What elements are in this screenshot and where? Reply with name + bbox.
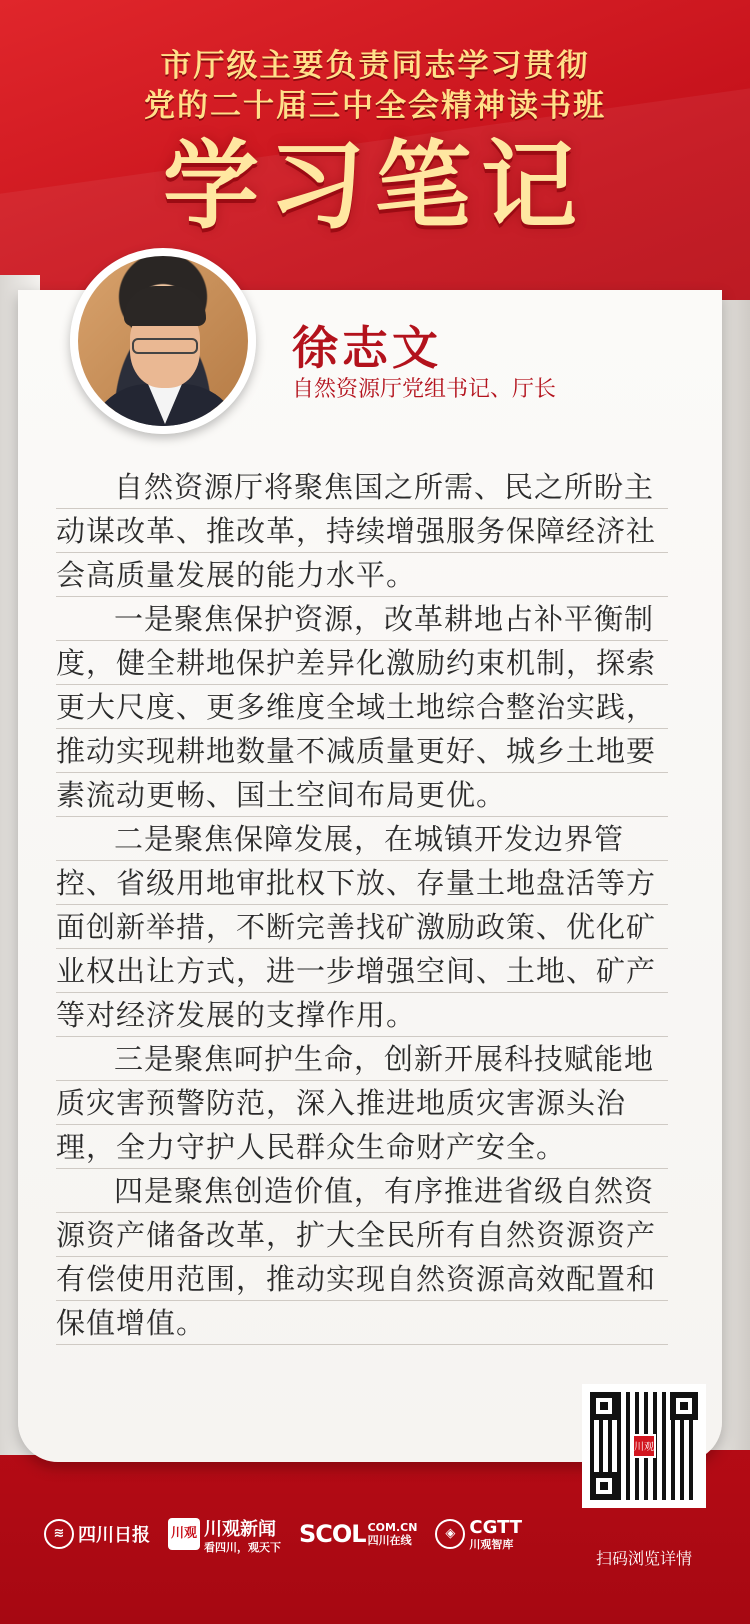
header-subtitle-line-2: 党的二十届三中全会精神读书班 xyxy=(144,88,606,124)
cgtt-name: 川观智库 xyxy=(469,1538,514,1551)
qr-caption: 扫码浏览详情 xyxy=(595,1549,692,1568)
chuanguan-icon: 川观 xyxy=(168,1518,200,1550)
scol-domain: COM.CN xyxy=(367,1521,418,1534)
qr-finder-bottom-left xyxy=(590,1472,618,1500)
avatar-hair xyxy=(124,286,206,326)
footer-logos xyxy=(44,1514,540,1554)
qr-finder-top-right xyxy=(670,1392,698,1420)
chuanguan-slogan: 看四川，观天下 xyxy=(204,1540,281,1554)
article-body xyxy=(56,465,668,1345)
header-subtitle-line-1: 市厅级主要负责同志学习贯彻 xyxy=(160,48,590,84)
logo-chuanguan-news[interactable] xyxy=(168,1515,281,1554)
qr-center-logo: 川观 xyxy=(632,1434,656,1458)
article-paragraph: 二是聚焦保障发展，在城镇开发边界管控、省级用地审批权下放、存量土地盘活等方面创新举措，不断完善找矿激励政策、优化矿业权出让方式，进一步增强空间、土地、矿产等对经济发展的支撑作用。 xyxy=(56,817,668,1037)
cgtt-wordmark: CGTT xyxy=(469,1517,523,1538)
qr-code[interactable] xyxy=(582,1384,706,1508)
author-avatar xyxy=(70,248,256,434)
sichuan-daily-icon: ≋ xyxy=(44,1519,74,1549)
chuanguan-news-label: 川观新闻 xyxy=(204,1518,276,1540)
logo-sichuan-daily[interactable] xyxy=(44,1519,150,1549)
avatar-glasses xyxy=(132,338,198,354)
logo-cgtt[interactable] xyxy=(435,1517,522,1551)
logo-scol[interactable] xyxy=(299,1520,417,1548)
author-name: 徐志文 xyxy=(292,321,442,375)
cgtt-icon: ◈ xyxy=(435,1519,465,1549)
scol-wordmark: SCOL xyxy=(299,1520,366,1548)
qr-finder-top-left xyxy=(590,1392,618,1420)
author-position: 自然资源厅党组书记、厅长 xyxy=(292,377,557,402)
article-paragraph: 自然资源厅将聚焦国之所需、民之所盼主动谋改革、推改革，持续增强服务保障经济社会高质量发展的能力水平。 xyxy=(56,465,668,597)
qr-pattern xyxy=(590,1392,698,1500)
page-title: 学习笔记 xyxy=(163,130,587,242)
article-paragraph: 四是聚焦创造价值，有序推进省级自然资源资产储备改革，扩大全民所有自然资源资产有偿使用范围，推动实现自然资源高效配置和保值增值。 xyxy=(56,1169,668,1345)
header xyxy=(0,46,750,242)
article-paragraph: 一是聚焦保护资源，改革耕地占补平衡制度，健全耕地保护差异化激励约束机制，探索更大尺度、更多维度全域土地综合整治实践，推动实现耕地数量不减质量更好、城乡土地要素流动更畅、国土空间布局更优。 xyxy=(56,597,668,817)
scol-name: 四川在线 xyxy=(367,1534,412,1547)
sichuan-daily-label: 四川日报 xyxy=(78,1525,150,1546)
article-paragraph: 三是聚焦呵护生命，创新开展科技赋能地质灾害预警防范，深入推进地质灾害源头治理，全力守护人民群众生命财产安全。 xyxy=(56,1037,668,1169)
